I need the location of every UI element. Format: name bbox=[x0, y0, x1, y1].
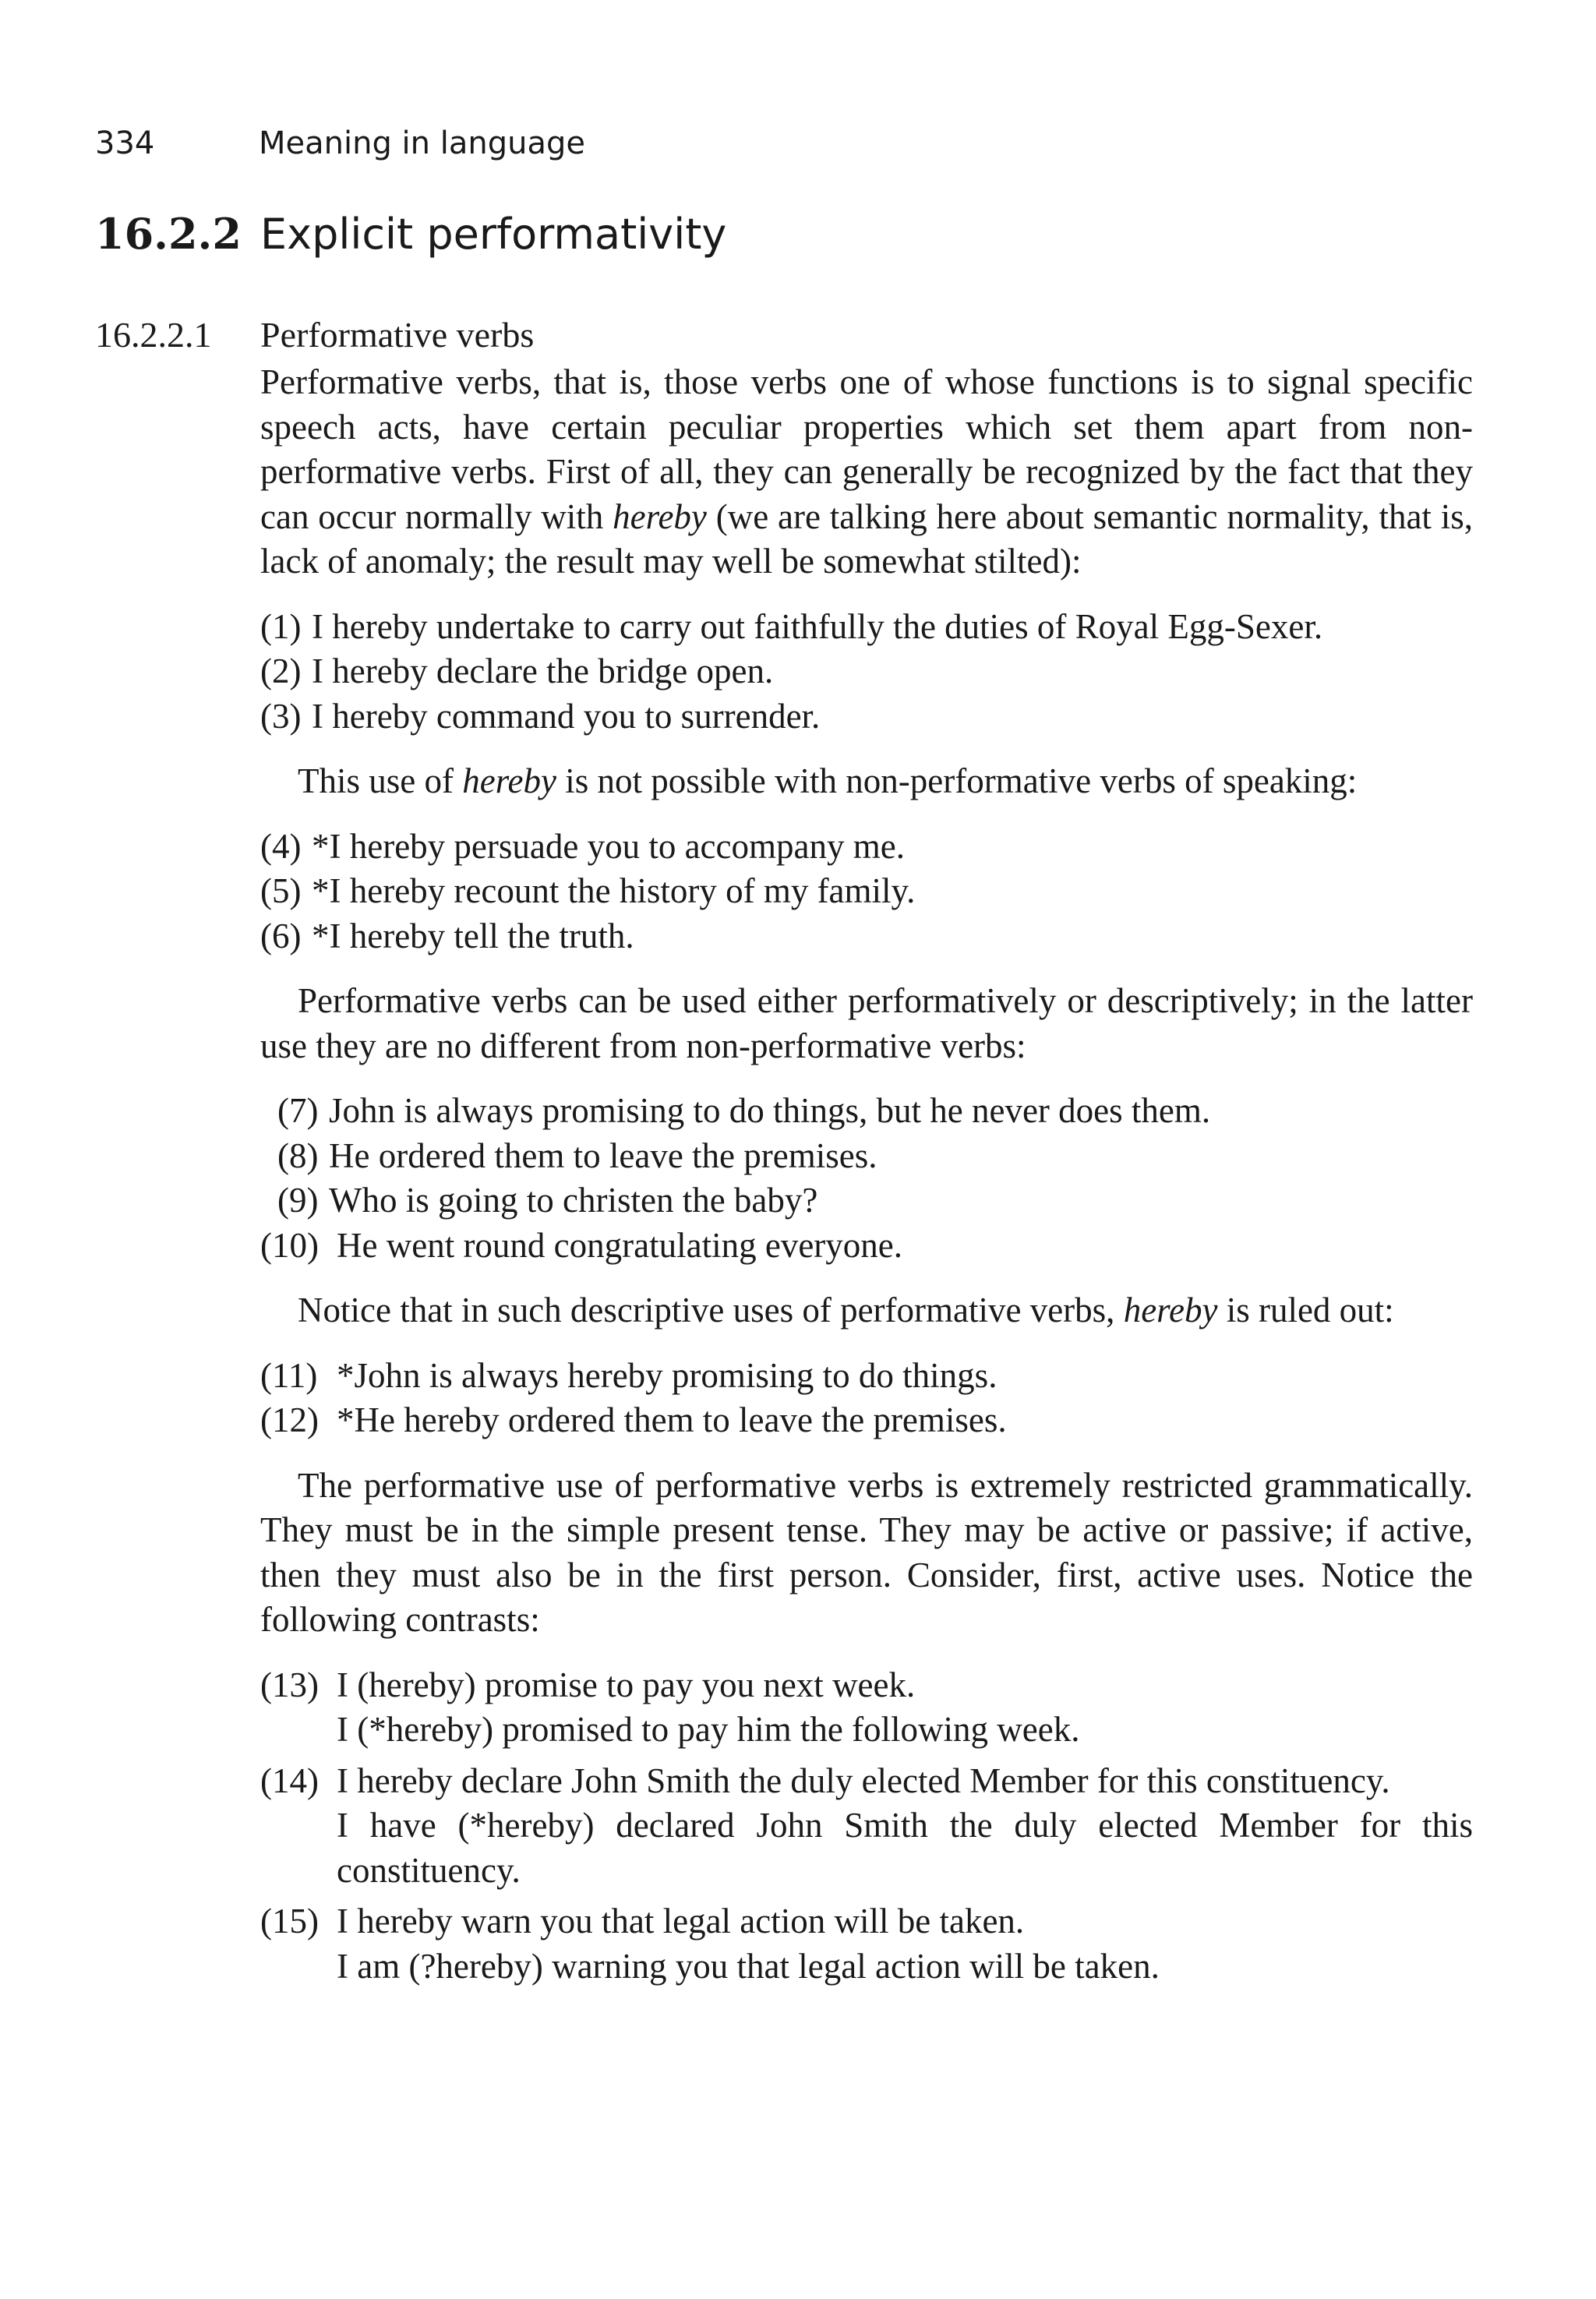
section-title: Explicit performativity bbox=[260, 210, 727, 259]
example-label: (10) bbox=[260, 1225, 319, 1265]
example-label: (12) bbox=[260, 1400, 319, 1439]
subsection-title: Performative verbs bbox=[260, 315, 535, 355]
example-11 bbox=[260, 1354, 1473, 1399]
example-3 bbox=[260, 694, 1473, 740]
example-label: (1) bbox=[260, 606, 302, 646]
example-14 bbox=[260, 1759, 1473, 1894]
paragraph-1-emphasis: hereby bbox=[613, 496, 707, 536]
paragraph-4-text: Notice that in such descriptive uses of performative verbs, bbox=[298, 1291, 1115, 1330]
example-text: *He hereby ordered them to leave the premises. bbox=[337, 1400, 1007, 1439]
example-line: I hereby declare John Smith the duly elected Member for this constituency. bbox=[337, 1760, 1390, 1800]
example-group-3 bbox=[260, 1089, 1473, 1268]
example-2 bbox=[260, 649, 1473, 694]
example-text: I hereby declare the bridge open. bbox=[312, 652, 774, 690]
paragraph-4 bbox=[260, 1288, 1473, 1333]
example-text: John is always promising to do things, but he never does them. bbox=[329, 1091, 1211, 1130]
paragraph-3 bbox=[260, 979, 1473, 1068]
example-line: I (*hereby) promised to pay him the following week. bbox=[337, 1710, 1080, 1749]
example-12 bbox=[260, 1398, 1473, 1443]
paragraph-1-text-rest: (we are talking here about semantic normality, that is, lack of anomaly; the result may well be somewhat stilted): bbox=[260, 496, 1474, 581]
subsection-heading bbox=[95, 313, 534, 357]
paragraph-2-text: This use of bbox=[298, 761, 454, 800]
section-heading bbox=[95, 209, 726, 260]
subsection-number: 16.2.2.1 bbox=[95, 315, 212, 355]
example-line: I am (?hereby) warning you that legal action will be taken. bbox=[337, 1946, 1160, 1986]
paragraph-3-text: Performative verbs can be used either performatively or descriptively; in the latter use they are no different from non-performative verbs: bbox=[260, 981, 1473, 1065]
running-head-title: Meaning in language bbox=[259, 125, 585, 161]
example-label: (8) bbox=[277, 1135, 319, 1175]
example-text: He went round congratulating everyone. bbox=[337, 1225, 902, 1265]
example-label: (13) bbox=[260, 1665, 319, 1704]
paragraph-1 bbox=[260, 360, 1473, 584]
example-label: (9) bbox=[277, 1181, 319, 1220]
paragraph-4-text-rest: is ruled out: bbox=[1226, 1291, 1394, 1330]
example-line: I have (*hereby) declared John Smith the duly elected Member for this constituency. bbox=[337, 1806, 1473, 1890]
example-4 bbox=[260, 825, 1473, 870]
example-text: Who is going to christen the baby? bbox=[329, 1181, 818, 1220]
example-6 bbox=[260, 914, 1473, 959]
example-line: I (hereby) promise to pay you next week. bbox=[337, 1665, 916, 1704]
example-body bbox=[337, 1663, 1473, 1753]
example-line: I hereby warn you that legal action will be taken. bbox=[337, 1902, 1025, 1941]
paragraph-2 bbox=[260, 759, 1473, 804]
paragraph-5 bbox=[260, 1464, 1473, 1643]
example-7 bbox=[277, 1089, 1473, 1134]
example-text: *I hereby recount the history of my family. bbox=[312, 871, 916, 910]
example-1 bbox=[260, 605, 1473, 650]
example-10 bbox=[260, 1224, 1473, 1269]
example-13 bbox=[260, 1663, 1473, 1753]
example-label: (6) bbox=[260, 916, 302, 955]
running-head bbox=[95, 125, 585, 162]
example-label: (4) bbox=[260, 826, 302, 866]
paragraph-5-text: The performative use of performative verbs is extremely restricted grammatically. They must be in the simple present tense. They may be active or passive; if active, then they must also be in the first person. Consider, first, active uses. Notice the following contrasts: bbox=[260, 1465, 1473, 1639]
example-body bbox=[337, 1899, 1473, 1989]
paragraph-4-emphasis: hereby bbox=[1123, 1291, 1218, 1330]
example-group-1 bbox=[260, 605, 1473, 740]
example-label: (2) bbox=[260, 652, 302, 690]
example-15 bbox=[260, 1899, 1473, 1989]
example-label: (14) bbox=[260, 1760, 319, 1800]
example-label: (15) bbox=[260, 1902, 319, 1941]
example-text: He ordered them to leave the premises. bbox=[329, 1135, 877, 1175]
page-number: 334 bbox=[95, 125, 155, 161]
example-9 bbox=[277, 1178, 1473, 1224]
example-group-4 bbox=[260, 1354, 1473, 1443]
example-text: *I hereby persuade you to accompany me. bbox=[312, 826, 905, 866]
example-group-2 bbox=[260, 825, 1473, 959]
example-group-5 bbox=[260, 1663, 1473, 1990]
example-label: (3) bbox=[260, 696, 302, 736]
example-5 bbox=[260, 869, 1473, 914]
example-text: *John is always hereby promising to do things. bbox=[337, 1355, 998, 1395]
example-text: I hereby command you to surrender. bbox=[312, 696, 821, 736]
example-label: (7) bbox=[277, 1091, 319, 1130]
paragraph-2-text-rest: is not possible with non-performative verbs of speaking: bbox=[565, 761, 1358, 800]
example-label: (5) bbox=[260, 871, 302, 910]
section-number: 16.2.2 bbox=[95, 209, 242, 259]
example-8 bbox=[277, 1134, 1473, 1179]
example-text: *I hereby tell the truth. bbox=[312, 916, 634, 955]
paragraph-1-text: Performative verbs, that is, those verbs one of whose functions is to signal specific speech acts, have certain peculiar properties which set them apart from non-performative verbs. First of all, they can generally be recognized by the fact that they can occur normally with bbox=[260, 362, 1473, 536]
example-text: I hereby undertake to carry out faithfully the duties of Royal Egg-Sexer. bbox=[312, 606, 1323, 646]
paragraph-2-emphasis: hereby bbox=[462, 761, 556, 800]
example-label: (11) bbox=[260, 1355, 318, 1395]
example-body bbox=[337, 1759, 1473, 1894]
body-text bbox=[260, 360, 1473, 1989]
